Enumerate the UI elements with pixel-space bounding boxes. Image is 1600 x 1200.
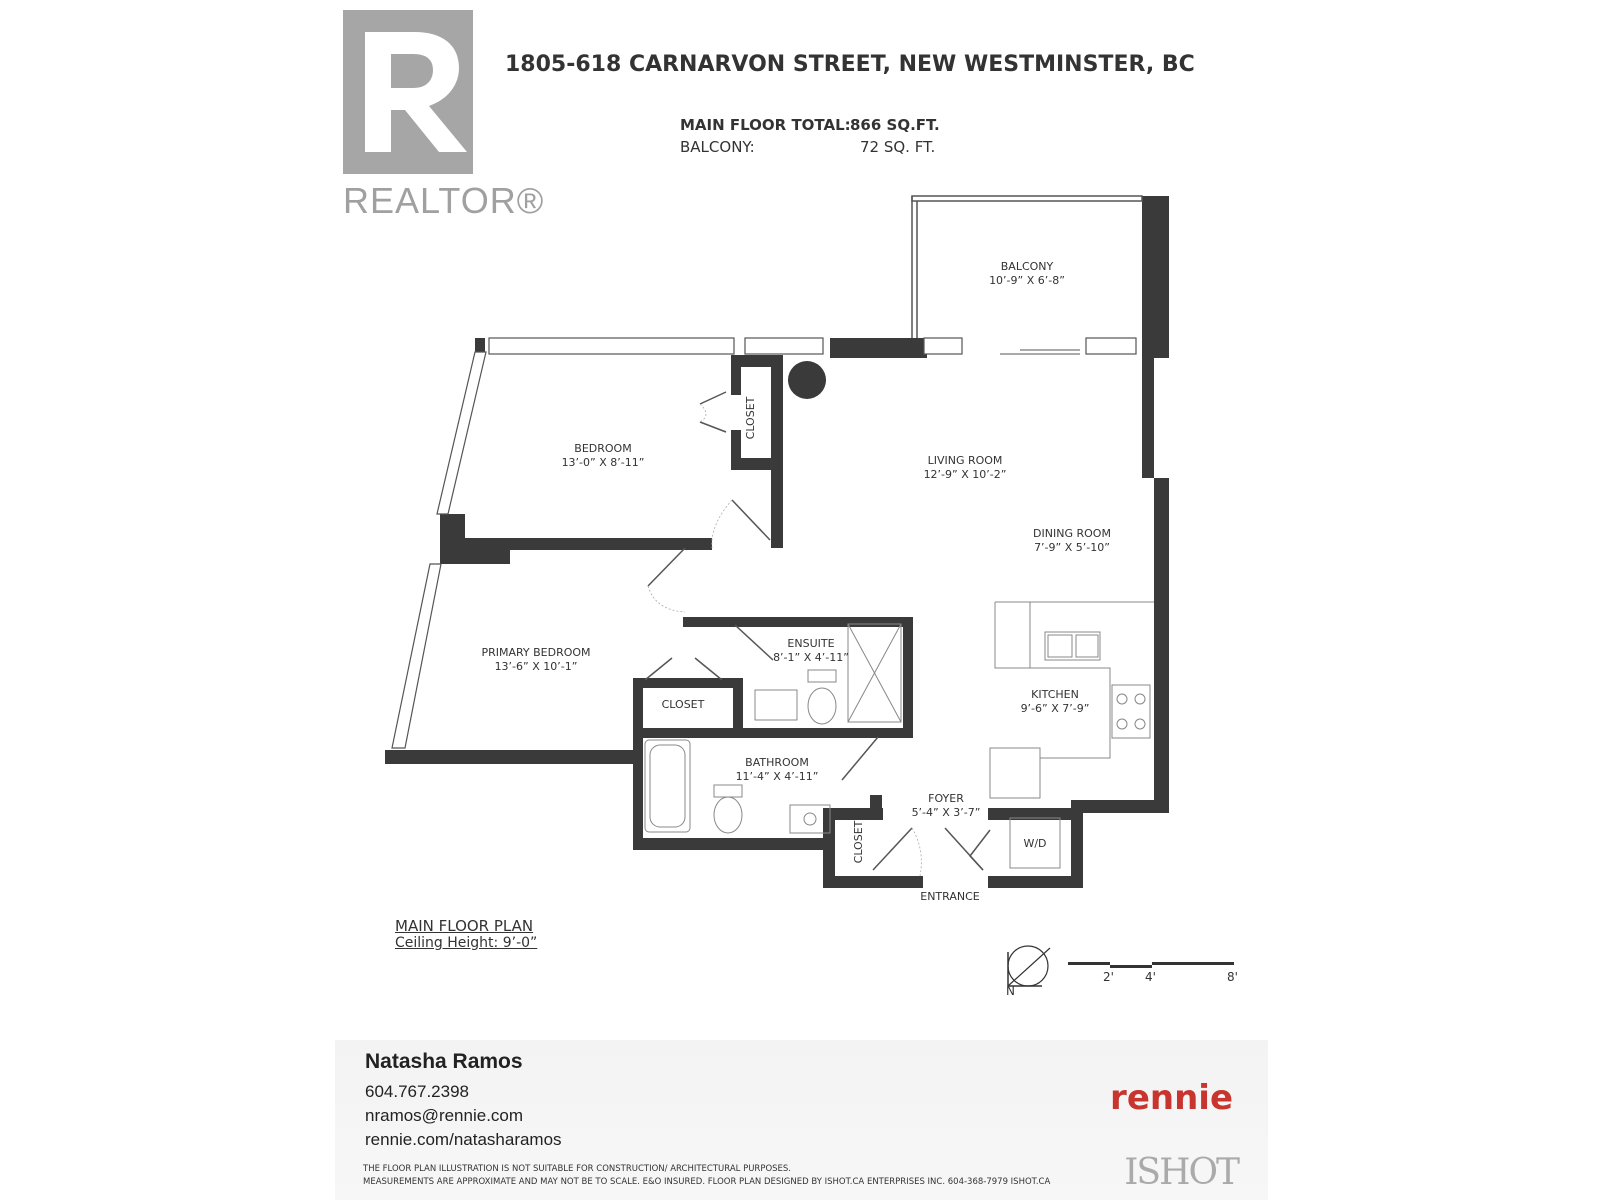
- disclaimer-line-1: THE FLOOR PLAN ILLUSTRATION IS NOT SUITABLE FOR CONSTRUCTION/ ARCHITECTURAL PURPOSES.: [363, 1164, 792, 1174]
- compass-n-label: N: [1006, 984, 1015, 998]
- balcony-area-value: 72 SQ. FT.: [860, 138, 936, 156]
- living-room-name: LIVING ROOM: [927, 454, 1003, 467]
- scale-tick-8: 8': [1227, 970, 1238, 984]
- agent-name: Natasha Ramos: [365, 1050, 523, 1073]
- ensuite-name: ENSUITE: [787, 637, 835, 650]
- ceiling-height: Ceiling Height: 9’-0”: [395, 935, 538, 951]
- agent-website[interactable]: rennie.com/natasharamos: [365, 1130, 562, 1149]
- balcony-name: BALCONY: [1000, 260, 1054, 273]
- dining-room-dims: 7’-9” X 5’-10”: [1034, 541, 1110, 554]
- realtor-wordmark: REALTOR®: [343, 180, 545, 221]
- closet-foyer-label: CLOSET: [852, 820, 865, 864]
- rennie-logo: rennie: [1110, 1078, 1233, 1118]
- plan-caption: [395, 917, 537, 951]
- balcony-area-label: BALCONY:: [680, 138, 755, 156]
- disclaimer-line-2: MEASUREMENTS ARE APPROXIMATE AND MAY NOT BE TO SCALE. E&O INSURED. FLOOR PLAN DESIGNED BY ISHOT.CA ENTERPRISES INC. 604-368-7979 ISHOT.CA: [363, 1177, 1051, 1187]
- scale-tick-4: 4': [1145, 970, 1156, 984]
- bathroom-dims: 11’-4” X 4’-11”: [735, 770, 819, 783]
- closet-primary-label: CLOSET: [661, 698, 705, 711]
- plan-title: MAIN FLOOR PLAN: [395, 917, 534, 935]
- kitchen-name: KITCHEN: [1031, 688, 1079, 701]
- main-floor-value: 866 SQ.FT.: [850, 116, 940, 134]
- bedroom-name: BEDROOM: [574, 442, 632, 455]
- entrance-label: ENTRANCE: [920, 890, 980, 903]
- north-compass-icon: [1006, 946, 1050, 998]
- living-room-dims: 12’-9” X 10’-2”: [923, 468, 1007, 481]
- scale-bar: [1068, 962, 1238, 984]
- agent-phone[interactable]: 604.767.2398: [365, 1082, 469, 1101]
- closet-bedroom-label: CLOSET: [744, 396, 757, 440]
- primary-bedroom-name: PRIMARY BEDROOM: [481, 646, 591, 659]
- foyer-dims: 5’-4” X 3’-7”: [911, 806, 981, 819]
- main-floor-label: MAIN FLOOR TOTAL:: [680, 116, 851, 134]
- agent-footer: [335, 1040, 1268, 1200]
- bathroom-name: BATHROOM: [745, 756, 809, 769]
- foyer-name: FOYER: [928, 792, 964, 805]
- ishot-logo: ISHOT: [1124, 1152, 1238, 1193]
- bedroom-dims: 13’-0” X 8’-11”: [561, 456, 645, 469]
- balcony-slider: [1000, 350, 1080, 354]
- kitchen-dims: 9’-6” X 7’-9”: [1020, 702, 1090, 715]
- dining-room-name: DINING ROOM: [1033, 527, 1111, 540]
- agent-email[interactable]: nramos@rennie.com: [365, 1106, 524, 1125]
- structural-column: [788, 361, 826, 399]
- primary-bedroom-dims: 13’-6” X 10’-1”: [494, 660, 578, 673]
- property-address: 1805-618 CARNARVON STREET, NEW WESTMINSTER, BC: [505, 52, 1195, 77]
- balcony-dims: 10’-9” X 6’-8”: [989, 274, 1065, 287]
- wd-label: W/D: [1023, 837, 1047, 850]
- scale-tick-2: 2': [1103, 970, 1114, 984]
- ensuite-dims: 8’-1” X 4’-11”: [773, 651, 849, 664]
